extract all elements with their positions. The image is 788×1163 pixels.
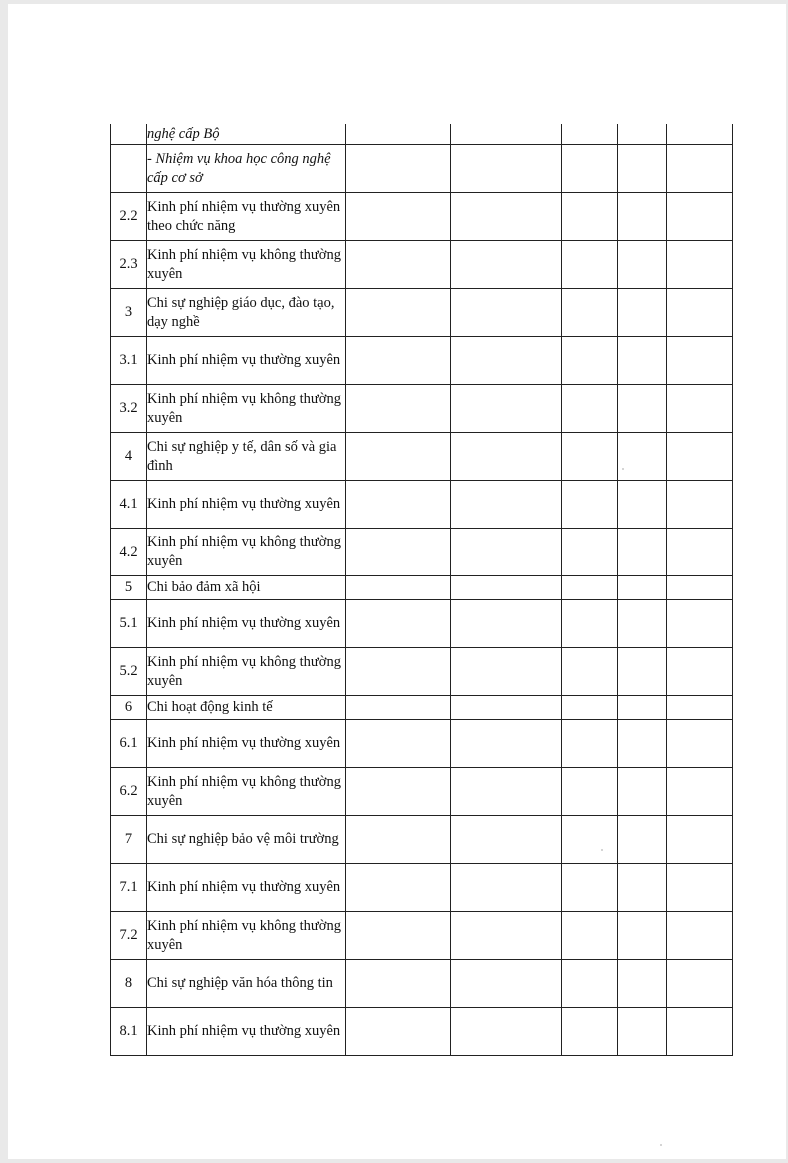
empty-cell [562, 816, 618, 864]
row-number: 6.1 [111, 720, 147, 768]
empty-cell [562, 696, 618, 720]
empty-cell [451, 816, 562, 864]
empty-cell [618, 124, 667, 145]
table-row [111, 600, 733, 648]
empty-cell [667, 193, 733, 241]
row-number: 4.1 [111, 481, 147, 529]
empty-cell [562, 241, 618, 289]
empty-cell [618, 912, 667, 960]
empty-cell [562, 768, 618, 816]
empty-cell [618, 768, 667, 816]
empty-cell [451, 529, 562, 576]
empty-cell [346, 193, 451, 241]
empty-cell [618, 648, 667, 696]
row-content: Kinh phí nhiệm vụ thường xuyên [147, 337, 346, 385]
empty-cell [562, 481, 618, 529]
row-content: Kinh phí nhiệm vụ thường xuyên [147, 720, 346, 768]
empty-cell [667, 960, 733, 1008]
row-content: Kinh phí nhiệm vụ thường xuyên [147, 600, 346, 648]
table-row [111, 385, 733, 433]
row-content: Kinh phí nhiệm vụ thường xuyên [147, 481, 346, 529]
row-content: Kinh phí nhiệm vụ thường xuyên [147, 1008, 346, 1056]
empty-cell [618, 433, 667, 481]
empty-cell [667, 816, 733, 864]
empty-cell [451, 241, 562, 289]
scan-speck [622, 468, 624, 470]
row-content: Kinh phí nhiệm vụ thường xuyên theo chức năng [147, 193, 346, 241]
empty-cell [451, 124, 562, 145]
row-number: 8.1 [111, 1008, 147, 1056]
empty-cell [346, 337, 451, 385]
table-row [111, 145, 733, 193]
empty-cell [451, 337, 562, 385]
row-content: Kinh phí nhiệm vụ không thường xuyên [147, 385, 346, 433]
row-content: Chi sự nghiệp y tế, dân số và gia đình [147, 433, 346, 481]
empty-cell [618, 241, 667, 289]
empty-cell [451, 864, 562, 912]
empty-cell [562, 337, 618, 385]
empty-cell [667, 241, 733, 289]
empty-cell [667, 648, 733, 696]
empty-cell [667, 337, 733, 385]
empty-cell [618, 696, 667, 720]
empty-cell [346, 960, 451, 1008]
empty-cell [618, 864, 667, 912]
empty-cell [346, 433, 451, 481]
empty-cell [451, 648, 562, 696]
empty-cell [346, 768, 451, 816]
empty-cell [618, 600, 667, 648]
empty-cell [451, 1008, 562, 1056]
empty-cell [667, 864, 733, 912]
empty-cell [562, 912, 618, 960]
row-content: Chi hoạt động kinh tế [147, 696, 346, 720]
empty-cell [618, 145, 667, 193]
table-row [111, 289, 733, 337]
empty-cell [562, 648, 618, 696]
empty-cell [562, 960, 618, 1008]
empty-cell [667, 720, 733, 768]
table-row [111, 960, 733, 1008]
empty-cell [562, 385, 618, 433]
row-content: Kinh phí nhiệm vụ không thường xuyên [147, 912, 346, 960]
empty-cell [562, 529, 618, 576]
empty-cell [562, 433, 618, 481]
empty-cell [618, 337, 667, 385]
empty-cell [618, 385, 667, 433]
empty-cell [346, 529, 451, 576]
budget-table [110, 124, 733, 1056]
row-content: Kinh phí nhiệm vụ không thường xuyên [147, 768, 346, 816]
empty-cell [451, 960, 562, 1008]
empty-cell [451, 145, 562, 193]
row-content: Chi sự nghiệp văn hóa thông tin [147, 960, 346, 1008]
empty-cell [451, 481, 562, 529]
table-row [111, 768, 733, 816]
empty-cell [346, 576, 451, 600]
empty-cell [346, 696, 451, 720]
empty-cell [667, 529, 733, 576]
empty-cell [667, 576, 733, 600]
empty-cell [618, 576, 667, 600]
row-content: Chi sự nghiệp bảo vệ môi trường [147, 816, 346, 864]
row-number: 6.2 [111, 768, 147, 816]
empty-cell [346, 912, 451, 960]
empty-cell [451, 768, 562, 816]
row-content: Kinh phí nhiệm vụ không thường xuyên [147, 648, 346, 696]
table-row [111, 124, 733, 145]
empty-cell [346, 241, 451, 289]
empty-cell [667, 696, 733, 720]
empty-cell [451, 912, 562, 960]
empty-cell [451, 576, 562, 600]
row-number [111, 124, 147, 145]
empty-cell [346, 289, 451, 337]
scan-speck [660, 1144, 662, 1146]
table-row [111, 696, 733, 720]
scan-speck [601, 849, 603, 851]
row-number: 7.1 [111, 864, 147, 912]
empty-cell [618, 720, 667, 768]
row-content: Kinh phí nhiệm vụ không thường xuyên [147, 529, 346, 576]
empty-cell [667, 481, 733, 529]
empty-cell [346, 124, 451, 145]
empty-cell [562, 289, 618, 337]
empty-cell [346, 481, 451, 529]
empty-cell [346, 600, 451, 648]
empty-cell [346, 1008, 451, 1056]
row-content: Chi bảo đảm xã hội [147, 576, 346, 600]
table-row [111, 648, 733, 696]
empty-cell [562, 1008, 618, 1056]
table-row [111, 241, 733, 289]
empty-cell [618, 1008, 667, 1056]
empty-cell [667, 124, 733, 145]
table-row [111, 433, 733, 481]
row-number: 2.2 [111, 193, 147, 241]
empty-cell [667, 289, 733, 337]
table-body [111, 124, 733, 1056]
empty-cell [667, 433, 733, 481]
empty-cell [562, 864, 618, 912]
table-row [111, 816, 733, 864]
empty-cell [451, 720, 562, 768]
empty-cell [346, 720, 451, 768]
empty-cell [618, 481, 667, 529]
row-number: 6 [111, 696, 147, 720]
empty-cell [346, 864, 451, 912]
empty-cell [618, 193, 667, 241]
table-row [111, 481, 733, 529]
empty-cell [667, 912, 733, 960]
empty-cell [667, 600, 733, 648]
row-number: 5.1 [111, 600, 147, 648]
empty-cell [618, 289, 667, 337]
empty-cell [618, 960, 667, 1008]
empty-cell [667, 145, 733, 193]
table-row [111, 576, 733, 600]
row-number: 3.1 [111, 337, 147, 385]
empty-cell [562, 193, 618, 241]
row-number: 8 [111, 960, 147, 1008]
table-row [111, 1008, 733, 1056]
empty-cell [667, 385, 733, 433]
empty-cell [618, 529, 667, 576]
row-number: 5 [111, 576, 147, 600]
empty-cell [562, 145, 618, 193]
empty-cell [667, 768, 733, 816]
table-row [111, 864, 733, 912]
row-number: 7.2 [111, 912, 147, 960]
empty-cell [667, 1008, 733, 1056]
empty-cell [562, 720, 618, 768]
empty-cell [451, 696, 562, 720]
empty-cell [562, 600, 618, 648]
row-number: 5.2 [111, 648, 147, 696]
empty-cell [451, 385, 562, 433]
table-row [111, 529, 733, 576]
row-number: 7 [111, 816, 147, 864]
row-number: 4.2 [111, 529, 147, 576]
row-content: Kinh phí nhiệm vụ không thường xuyên [147, 241, 346, 289]
empty-cell [618, 816, 667, 864]
table-row [111, 193, 733, 241]
empty-cell [346, 816, 451, 864]
row-number: 4 [111, 433, 147, 481]
row-number: 3.2 [111, 385, 147, 433]
empty-cell [346, 385, 451, 433]
table-row [111, 912, 733, 960]
row-content: Chi sự nghiệp giáo dục, đào tạo, dạy nghề [147, 289, 346, 337]
row-number [111, 145, 147, 193]
empty-cell [562, 124, 618, 145]
row-number: 3 [111, 289, 147, 337]
row-number: 2.3 [111, 241, 147, 289]
row-content: Kinh phí nhiệm vụ thường xuyên [147, 864, 346, 912]
table-row [111, 720, 733, 768]
row-content: nghệ cấp Bộ [147, 124, 346, 145]
empty-cell [346, 145, 451, 193]
empty-cell [451, 600, 562, 648]
table-row [111, 337, 733, 385]
row-content: - Nhiệm vụ khoa học công nghệ cấp cơ sở [147, 145, 346, 193]
empty-cell [451, 193, 562, 241]
empty-cell [451, 289, 562, 337]
empty-cell [346, 648, 451, 696]
empty-cell [562, 576, 618, 600]
empty-cell [451, 433, 562, 481]
